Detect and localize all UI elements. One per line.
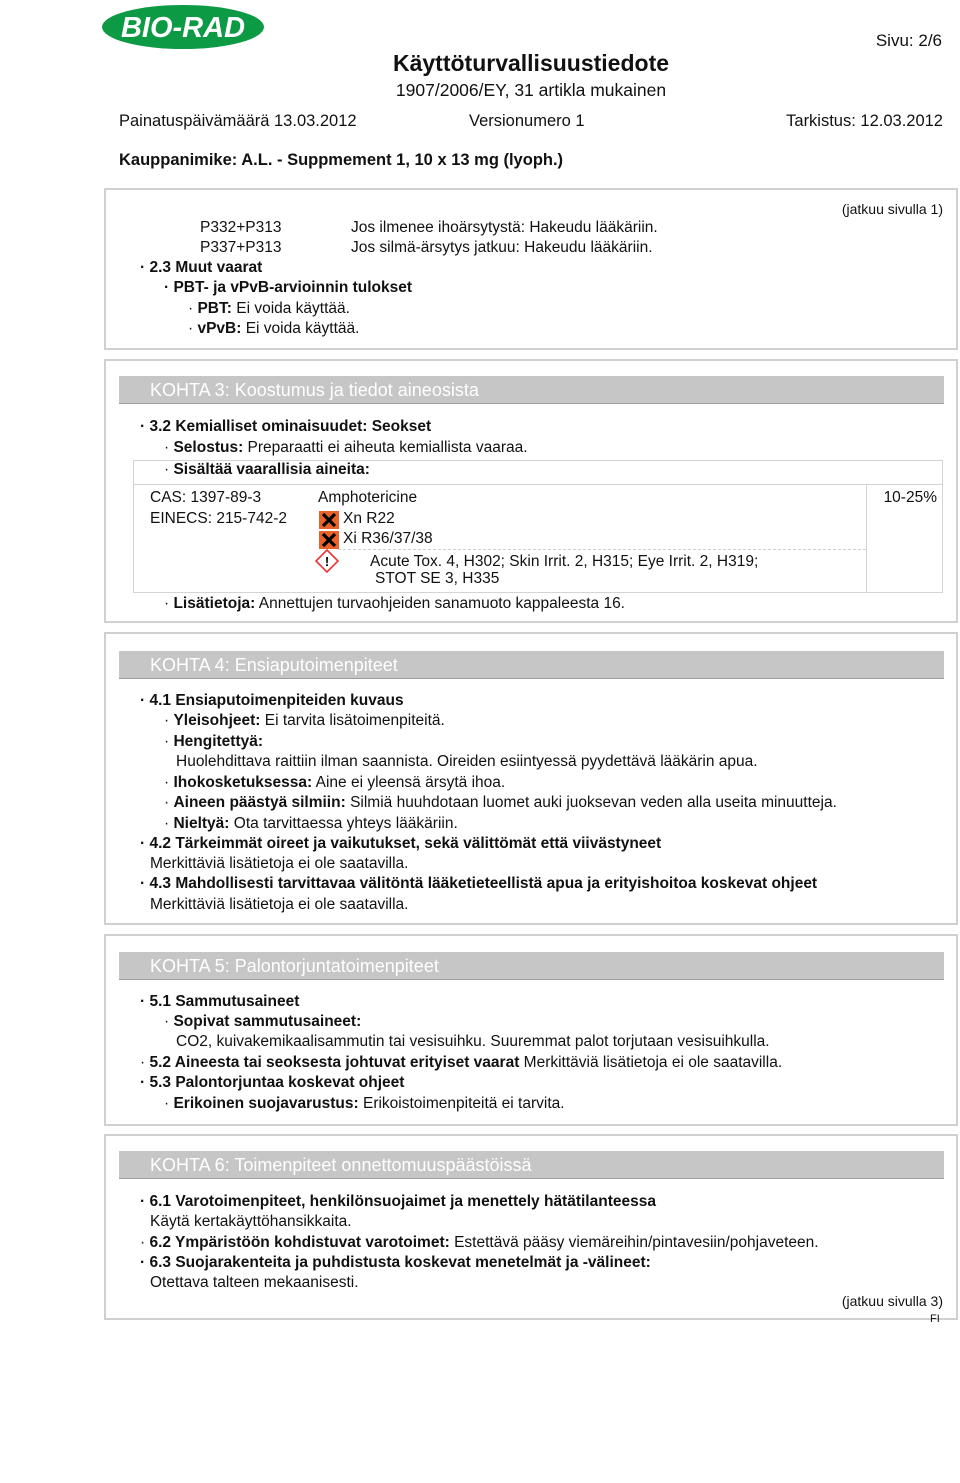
section3-heading: KOHTA 3: Koostumus ja tiedot aineosista bbox=[119, 376, 944, 404]
document-title: Käyttöturvallisuustiedote bbox=[392, 50, 670, 76]
section4-heading: KOHTA 4: Ensiaputoimenpiteet bbox=[119, 651, 944, 679]
s62-line: · 6.2 Ympäristöön kohdistuvat varotoimet: Estettävä pääsy viemäreihin/pintavesiin/pohjaveteen. bbox=[140, 1234, 819, 1251]
s43-value: Merkittäviä lisätietoja ei ole saatavilla. bbox=[150, 896, 409, 913]
irritant-cross-icon bbox=[319, 531, 339, 549]
vpvb-line: · vPvB: Ei voida käyttää. bbox=[188, 320, 360, 337]
swallowed-line: · Nieltyä: Ota tarvittaessa yhteys lääkäriin. bbox=[164, 815, 458, 832]
pbt-line: · PBT: Ei voida käyttää. bbox=[188, 300, 350, 317]
svg-text:!: ! bbox=[324, 554, 330, 569]
section6-heading: KOHTA 6: Toimenpiteet onnettomuuspäästöissä bbox=[119, 1151, 944, 1179]
table-divider bbox=[133, 592, 866, 593]
table-divider bbox=[866, 484, 867, 593]
p-text: Jos ilmenee ihoärsytystä: Hakeudu lääkäriin. bbox=[351, 219, 658, 236]
eye-contact-line: · Aineen päästyä silmiin: Silmiä huuhdotaan luomet auki juoksevan veden alla useita minuutteja. bbox=[164, 794, 837, 811]
continued-from: (jatkuu sivulla 1) bbox=[841, 201, 943, 217]
skin-contact-line: · Ihokosketuksessa: Aine ei yleensä ärsytä ihoa. bbox=[164, 774, 506, 791]
trade-name: Kauppanimike: A.L. - Suppmement 1, 10 x 13 mg (lyoph.) bbox=[119, 151, 564, 169]
p-code: P332+P313 bbox=[200, 219, 282, 236]
protective-equipment-line: · Erikoinen suojavarustus: Erikoistoimenpiteitä ei tarvita. bbox=[164, 1095, 565, 1112]
s42-heading: · 4.2 Tärkeimmät oireet ja vaikutukset, sekä välittömät että viivästyneet bbox=[140, 835, 662, 852]
ghs-separator bbox=[338, 549, 866, 550]
language-code: FI bbox=[930, 1313, 940, 1325]
print-date: Painatuspäivämäärä 13.03.2012 bbox=[119, 112, 357, 130]
suitable-media-label: · Sopivat sammutusaineet: bbox=[164, 1013, 362, 1030]
table-divider bbox=[133, 484, 943, 485]
s61-value: Käytä kertakäyttöhansikkaita. bbox=[150, 1213, 352, 1230]
page-number: Sivu: 2/6 bbox=[875, 31, 942, 50]
other-hazards-heading: · 2.3 Muut vaarat bbox=[140, 259, 263, 276]
harmful-cross-icon bbox=[319, 511, 339, 529]
substance-name: Amphotericine bbox=[318, 489, 418, 506]
exclamation-mark-icon bbox=[315, 549, 339, 573]
logo-text: BIO-RAD bbox=[120, 12, 246, 44]
s53-heading: · 5.3 Palontorjuntaa koskevat ohjeet bbox=[140, 1074, 405, 1091]
suitable-media-value: CO2, kuivakemikaalisammutin tai vesisuihku. Suuremmat palot torjutaan vesisuihkulla. bbox=[176, 1033, 770, 1050]
general-info-line: · Yleisohjeet: Ei tarvita lisätoimenpiteitä. bbox=[164, 712, 445, 729]
s43-heading: · 4.3 Mahdollisesti tarvittavaa välitöntä lääketieteellistä apua ja erityishoitoa koskevat ohjeet bbox=[140, 875, 818, 892]
s63-value: Otettava talteen mekaanisesti. bbox=[150, 1274, 359, 1291]
p-code: P337+P313 bbox=[200, 239, 282, 256]
risk-phrase-xn: Xn R22 bbox=[343, 510, 395, 527]
pbt-results-heading: · PBT- ja vPvB-arvioinnin tulokset bbox=[164, 279, 413, 296]
concentration: 10-25% bbox=[883, 489, 937, 506]
risk-phrase-xi: Xi R36/37/38 bbox=[343, 530, 433, 547]
s52-line: · 5.2 Aineesta tai seoksesta johtuvat erityiset vaarat Merkittäviä lisätietoja ei ole saatavilla. bbox=[140, 1054, 783, 1071]
clp-classification: Acute Tox. 4, H302; Skin Irrit. 2, H315; Eye Irrit. 2, H319; bbox=[370, 553, 759, 570]
s51-heading: · 5.1 Sammutusaineet bbox=[140, 993, 300, 1010]
description-line: · Selostus: Preparaatti ei aiheuta kemiallista vaaraa. bbox=[164, 439, 528, 456]
version-number: Versionumero 1 bbox=[469, 112, 585, 130]
revision-date: Tarkistus: 12.03.2012 bbox=[786, 112, 943, 130]
inhalation-value: Huolehdittava raittiin ilman saannista. Oireiden esiintyessä pyydettävä lääkärin apua. bbox=[176, 753, 758, 770]
einecs-number: EINECS: 215-742-2 bbox=[150, 510, 287, 527]
clp-classification-cont: STOT SE 3, H335 bbox=[375, 570, 500, 587]
s63-heading: · 6.3 Suojarakenteita ja puhdistusta koskevat menetelmät ja -välineet: bbox=[140, 1254, 651, 1271]
s42-value: Merkittäviä lisätietoja ei ole saatavilla. bbox=[150, 855, 409, 872]
s61-heading: · 6.1 Varotoimenpiteet, henkilönsuojaimet ja menettely hätätilanteessa bbox=[140, 1193, 656, 1210]
inhalation-label: · Hengitettyä: bbox=[164, 733, 264, 750]
dangerous-components-heading: · Sisältää vaarallisia aineita: bbox=[164, 461, 370, 478]
document-subtitle: 1907/2006/EY, 31 artikla mukainen bbox=[395, 80, 667, 100]
bio-rad-logo bbox=[101, 4, 265, 50]
mixtures-heading: · 3.2 Kemialliset ominaisuudet: Seokset bbox=[140, 418, 432, 435]
s41-heading: · 4.1 Ensiaputoimenpiteiden kuvaus bbox=[140, 692, 404, 709]
continued-on-next: (jatkuu sivulla 3) bbox=[841, 1293, 943, 1309]
p-text: Jos silmä-ärsytys jatkuu: Hakeudu lääkäriin. bbox=[351, 239, 653, 256]
section5-heading: KOHTA 5: Palontorjuntatoimenpiteet bbox=[119, 952, 944, 980]
additional-info-line: · Lisätietoja: Annettujen turvaohjeiden sanamuoto kappaleesta 16. bbox=[164, 595, 625, 612]
cas-number: CAS: 1397-89-3 bbox=[150, 489, 262, 506]
